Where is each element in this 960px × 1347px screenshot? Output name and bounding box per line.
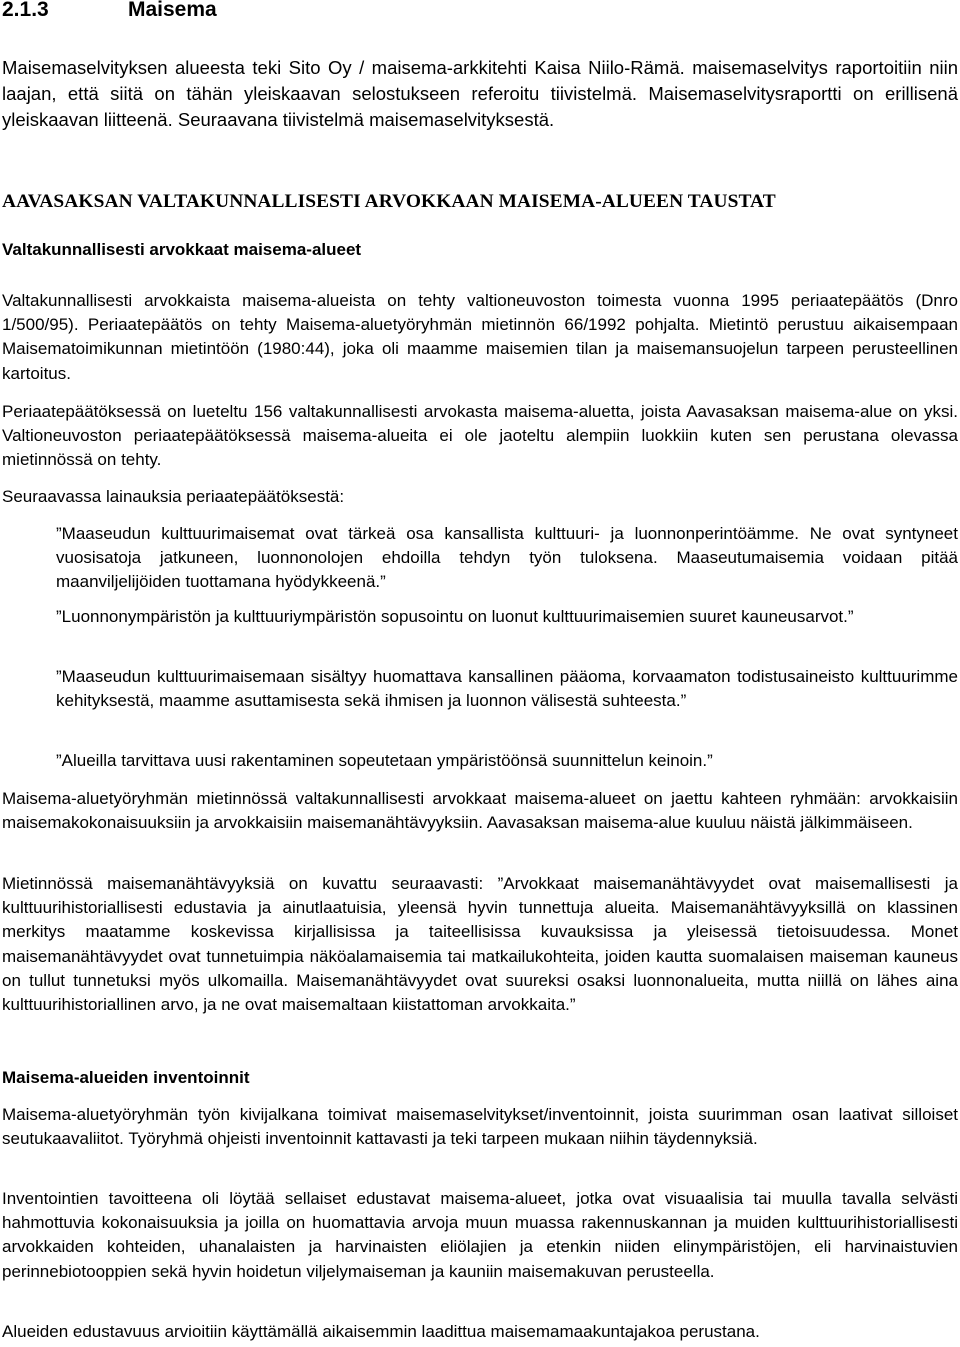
paragraph-edustavuus: Alueiden edustavuus arvioitiin käyttämällä aikaisemmin laadittua maisemamaakuntajakoa perustana. — [2, 1322, 760, 1341]
section-heading — [2, 0, 217, 24]
quote-4: ”Alueilla tarvittava uusi rakentaminen sopeutetaan ympäristöönsä suunnittelun keinoin.” — [56, 751, 713, 770]
quote-2: ”Luonnonympäristön ja kulttuuriympäristön sopusointu on luonut kulttuurimaisemien suuret kauneusarvot.” — [56, 607, 854, 626]
paragraph-kaksi-ryhmaa: Maisema-aluetyöryhmän mietinnössä valtakunnallisesti arvokkaat maisema-alueet on jaettu kahteen ryhmään: arvokkaisiin maisemakokonaisuuksiin ja arvokkaisiin maisemanähtävyyksiin. Aavasaksan maisema-alue kuuluu näistä jälkimmäiseen. — [2, 789, 958, 833]
paragraph-lainauksia-intro: Seuraavassa lainauksia periaatepäätöksestä: — [2, 487, 345, 506]
intro-paragraph: Maisemaselvityksen alueesta teki Sito Oy / maisema-arkkitehti Kaisa Niilo-Rämä. maisemaselvitys raportoitiin niin laajan, että siitä on tähän yleiskaavan selostukseen referoitu tiivistelmä. Maisemaselvitysraportti on erillisenä yleiskaavan liitteenä. Seuraavana tiivistelmä maisemaselvityksestä. — [2, 57, 958, 130]
paragraph-periaatepaatos: Valtakunnallisesti arvokkaista maisema-alueista on tehty valtioneuvoston toimesta vuonna 1995 periaatepäätös (Dnro 1/500/95). Periaatepäätös on tehty Maisema-aluetyöryhmän mietinnön 66/1992 pohjalta. Mietintö perustuu aikaisempaan Maisematoimikunnan mietintöön (1980:44), joka oli maamme maisemien tilan ja maisemansuojelun tarpeen perusteellinen kartoitus. — [2, 291, 958, 383]
section-number: 2.1.3 — [2, 0, 49, 21]
paragraph-kivijalka: Maisema-aluetyöryhmän työn kivijalkana toimivat maisemaselvitykset/inventoinnit, joista suurimman osan laativat silloiset seutukaavaliitot. Työryhmä ohjeisti inventoinnit kattavasti ja teki tarpeen mukaan niihin täydennyksiä. — [2, 1105, 958, 1149]
section-title: Maisema — [128, 0, 217, 21]
quote-3: ”Maaseudun kulttuurimaisemaan sisältyy huomattava kansallinen pääoma, korvaamaton todistusaineisto kulttuurimme kehityksestä, maamme asuttamisesta sekä ihmisen ja luonnon välisestä suhteesta.” — [56, 667, 958, 711]
quote-1: ”Maaseudun kulttuurimaisemat ovat tärkeä osa kansallista kulttuuri- ja luonnonperintöämme. Ne ovat syntyneet vuosisatoja jatkuneen, luonnonolojen ehdoilla tehdyn työn tuloksena. Maaseutumaisemia voidaan pitää maanviljelijöiden tuottamana hyödykkeenä.” — [56, 524, 958, 592]
paragraph-156-alueetta: Periaatepäätöksessä on lueteltu 156 valtakunnallisesti arvokasta maisema-aluetta, joista Aavasaksan maisema-alue on yksi. Valtioneuvoston periaatepäätöksessä maisema-alueita ei ole jaoteltu alempiin luokkiin kuten sen perustana olevassa mietinnössä on tehty. — [2, 402, 958, 470]
subheading-valtakunnallisesti: Valtakunnallisesti arvokkaat maisema-alueet — [2, 240, 362, 259]
paragraph-tavoite: Inventointien tavoitteena oli löytää sellaiset edustavat maisema-alueet, jotka ovat visuaalisia tai muulla tavalla selvästi hahmottuvia kokonaisuuksia ja joilla on huomattavia arvoja muun muassa rakennuskannan ja muiden kulttuurihistoriallisesti arvokkaiden kohteiden, uhanalaisten ja harvinaisten eliölajien ja etenkin niiden elinympäristöjen, eli harvinaistuvien perinnebiotooppien sekä hyvin hoidetun viljelymaiseman ja kauniin maisemakuvan perusteella. — [2, 1189, 958, 1281]
subheading-inventoinnit: Maisema-alueiden inventoinnit — [2, 1068, 250, 1087]
paragraph-maisemanahtavyydet: Mietinnössä maisemanähtävyyksiä on kuvattu seuraavasti: ”Arvokkaat maisemanähtävyydet ovat maisemallisesti ja kulttuurihistoriallisesti edustavia ja ainutlaatuisia, yleensä hyvin tunnettuja alueita. Maisemanähtävyyksillä on klassinen merkitys maatamme koskevissa kirjallisissa ja taiteellisissa kuvauksissa ja yleisessä tietoisuudessa. Monet maisemanähtävyydet ovat tunnetuimpia näköalamaisemia tai matkailukohteita, joiden kautta suomalaisen maiseman kauneus on tullut tunnetuksi myös ulkomailla. Maisemanähtävyydet ovat suureksi osaksi luonnonalueita, mutta niillä on lähes aina kulttuurihistoriallinen arvo, ja ne ovat maisemaltaan kiistattoman arvokkaita.” — [2, 874, 958, 1015]
section-caption: AAVASAKSAN VALTAKUNNALLISESTI ARVOKKAAN MAISEMA-ALUEEN TAUSTAT — [2, 191, 776, 212]
